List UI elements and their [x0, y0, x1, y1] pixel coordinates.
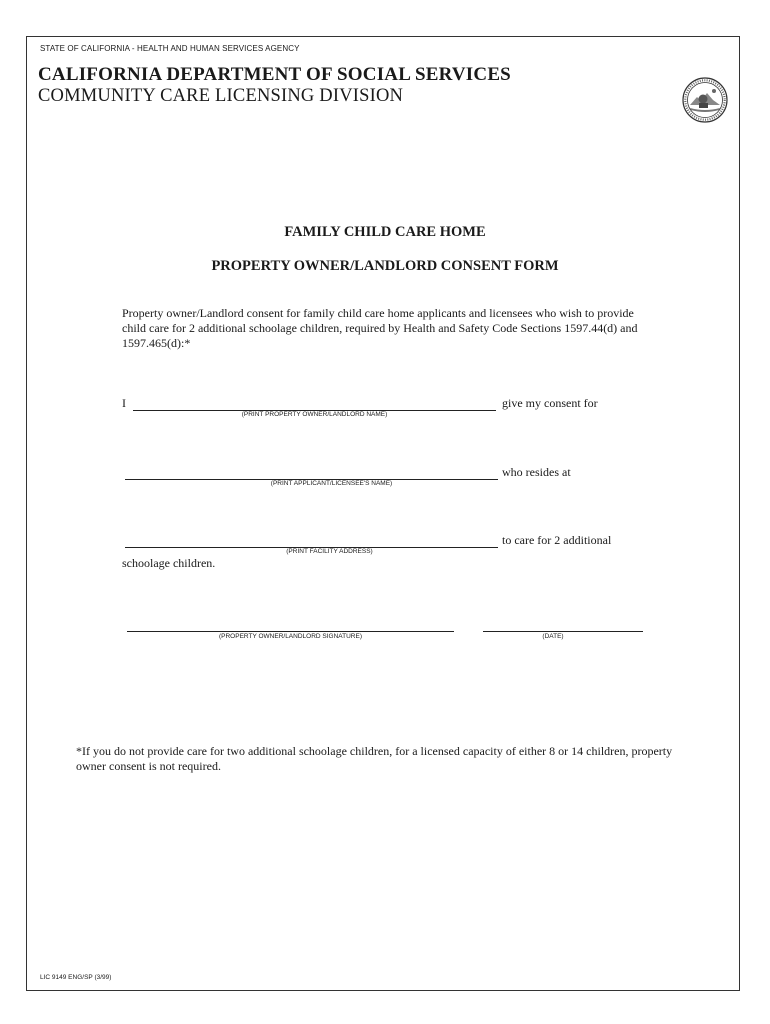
date-field[interactable] — [483, 631, 643, 632]
form-title: FAMILY CHILD CARE HOME — [284, 224, 486, 240]
signature-caption: (PROPERTY OWNER/LANDLORD SIGNATURE) — [218, 633, 363, 640]
department-heading: CALIFORNIA DEPARTMENT OF SOCIAL SERVICES — [38, 64, 511, 85]
applicant-name-caption: (PRINT APPLICANT/LICENSEE'S NAME) — [270, 480, 393, 487]
agency-label: STATE OF CALIFORNIA - HEALTH AND HUMAN SERVICES AGENCY — [40, 44, 300, 53]
form-number: LIC 9149 ENG/SP (3/99) — [40, 974, 112, 981]
page-border — [26, 36, 740, 991]
line1-suffix: give my consent for — [502, 396, 598, 410]
line3-continuation: schoolage children. — [122, 556, 216, 570]
signature-field[interactable] — [127, 631, 454, 632]
form-subtitle: PROPERTY OWNER/LANDLORD CONSENT FORM — [211, 258, 559, 274]
intro-paragraph: Property owner/Landlord consent for family child care home applicants and licensees who wish to provide child care for 2 additional schoolage children, required by Health and Safety Code Sections 1597.44(d) and 1597.465(d):* — [122, 306, 638, 350]
owner-name-caption: (PRINT PROPERTY OWNER/LANDLORD NAME) — [241, 411, 388, 418]
facility-address-caption: (PRINT FACILITY ADDRESS) — [286, 548, 373, 555]
state-seal-icon — [682, 77, 728, 123]
date-caption: (DATE) — [542, 633, 564, 640]
footnote: *If you do not provide care for two additional schoolage children, for a licensed capacity of either 8 or 14 children, property owner consent is not required. — [76, 744, 673, 773]
line2-suffix: who resides at — [502, 465, 571, 479]
line1-prefix: I — [122, 396, 126, 410]
line3-suffix: to care for 2 additional — [502, 533, 612, 547]
division-heading: COMMUNITY CARE LICENSING DIVISION — [38, 86, 404, 106]
